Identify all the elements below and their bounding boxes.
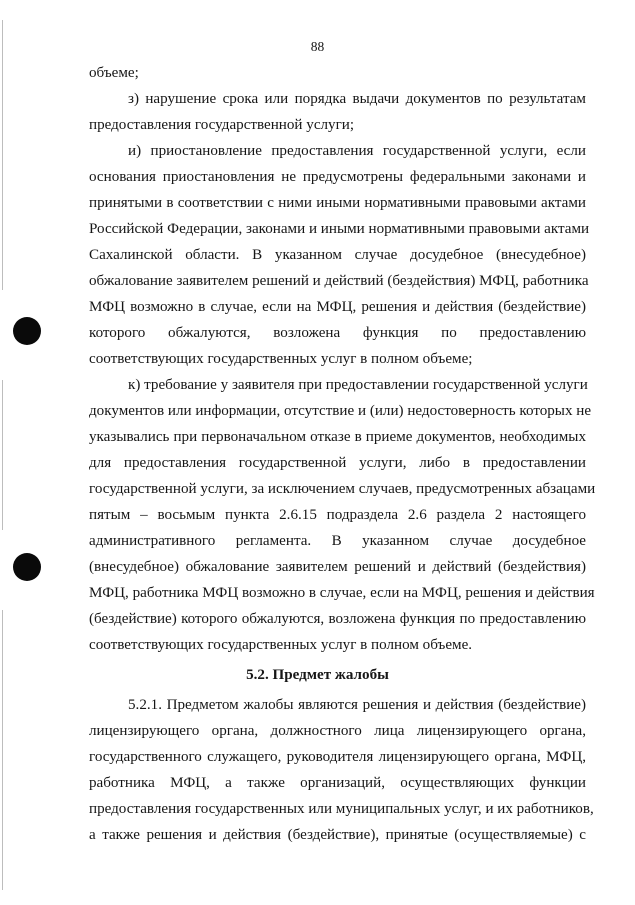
text-line: МФЦ возможно в случае, если на МФЦ, решения и действия (бездействие) [89, 299, 586, 315]
text-line: работника МФЦ, а также организаций, осуществляющих функции [89, 775, 586, 791]
text-line: указывались при первоначальном отказе в приеме документов, необходимых [89, 429, 586, 445]
text-line: государственного служащего, руководителя лицензирующего органа, МФЦ, [89, 749, 586, 765]
scan-edge-line [2, 380, 3, 530]
text-line: МФЦ, работника МФЦ возможно в случае, если на МФЦ, решения и действия [89, 585, 595, 601]
text-line: обжалование заявителем решений и действий (бездействия) МФЦ, работника [89, 273, 589, 289]
punch-hole [13, 317, 41, 345]
text-line: Российской Федерации, законами и иными нормативными правовыми актами [89, 221, 590, 237]
text-line: принятыми в соответствии с ними иными нормативными правовыми актами [89, 195, 586, 211]
text-line: з) нарушение срока или порядка выдачи документов по результатам [128, 91, 586, 107]
text-line: Сахалинской области. В указанном случае досудебное (внесудебное) [89, 247, 586, 263]
text-line: 5.2.1. Предметом жалобы являются решения и действия (бездействие) [128, 697, 586, 713]
page-number: 88 [310, 39, 325, 54]
text-line: объеме; [89, 65, 139, 81]
text-line: основания приостановления не предусмотрены федеральными законами и [89, 169, 586, 185]
section-heading: 5.2. Предмет жалобы [246, 667, 389, 683]
scan-edge-line [2, 610, 3, 890]
text-line: к) требование у заявителя при предоставлении государственной услуги [128, 377, 588, 393]
text-line: административного регламента. В указанном случае досудебное [89, 533, 586, 549]
text-line: которого обжалуются, возложена функция по предоставлению [89, 325, 586, 341]
punch-hole [13, 553, 41, 581]
text-line: предоставления государственной услуги; [89, 117, 355, 133]
text-line: пятым – восьмым пункта 2.6.15 подраздела 2.6 раздела 2 настоящего [89, 507, 586, 523]
text-line: соответствующих государственных услуг в полном объеме. [89, 637, 473, 653]
text-line: документов или информации, отсутствие и (или) недостоверность которых не [89, 403, 592, 419]
text-line: и) приостановление предоставления государственной услуги, если [128, 143, 586, 159]
scan-edge-line [2, 20, 3, 290]
text-line: (бездействие) которого обжалуются, возложена функция по предоставлению [89, 611, 586, 627]
text-line: предоставления государственных или муниципальных услуг, и их работников, [89, 801, 594, 817]
text-line: лицензирующего органа, должностного лица лицензирующего органа, [89, 723, 586, 739]
text-line: государственной услуги, за исключением случаев, предусмотренных абзацами [89, 481, 596, 497]
text-line: соответствующих государственных услуг в полном объеме; [89, 351, 473, 367]
text-line: а также решения и действия (бездействие), принятые (осуществляемые) с [89, 827, 586, 843]
text-line: (внесудебное) обжалование заявителем решений и действий (бездействия) [89, 559, 586, 575]
text-line: для предоставления государственной услуги, либо в предоставлении [89, 455, 586, 471]
